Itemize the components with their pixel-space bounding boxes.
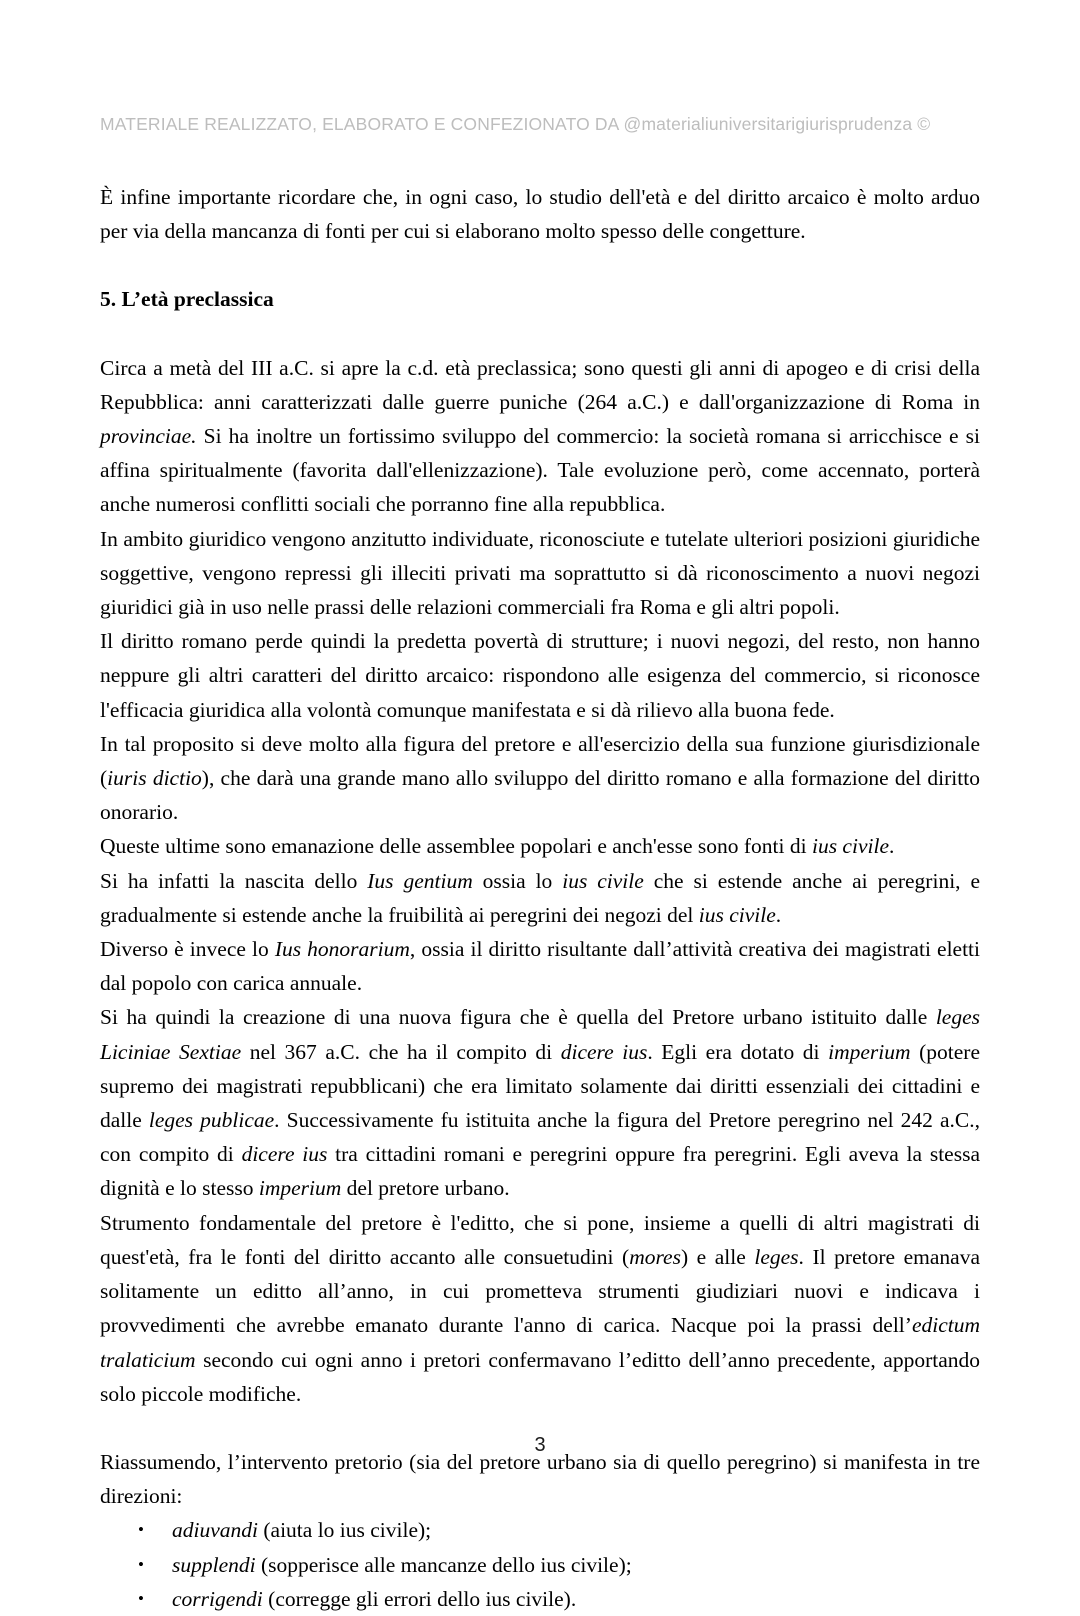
term-ius-honorarium: Ius honorarium	[274, 937, 410, 962]
paragraph-10-text: Riassumendo, l’intervento pretorio (sia del pretore urbano sia di quello peregrino) si manifesta in tre direzioni:	[100, 1449, 980, 1509]
list-item	[100, 1513, 980, 1547]
bullet-list	[100, 1513, 980, 1616]
term-dicere-ius: dicere ius	[560, 1039, 648, 1064]
paragraph-6-part-c: che si estende anche ai peregrini, e gradualmente si estende anche la fruibilità ai peregrini dei negozi del	[100, 868, 980, 927]
paragraph-8-part-b: nel 367 a.C. che ha il compito di	[241, 1039, 561, 1064]
term-imperium: imperium	[828, 1039, 911, 1064]
paragraph-2-text: In ambito giuridico vengono anzitutto individuate, riconosciute e tutelate ulteriori posizioni giuridiche soggettive, vengono repressi gli illeciti privati ma soprattutto si dà riconoscimento a nuovi negozi giuridici già in uso nelle prassi delle relazioni commerciali fra Roma e gli altri popoli.	[100, 526, 980, 620]
paragraph-5	[100, 829, 980, 863]
paragraph-9-part-d: secondo cui ogni anno i pretori confermavano l’editto dell’anno precedente, apportando solo piccole modifiche.	[100, 1347, 980, 1406]
paragraph-6-part-d: .	[775, 902, 782, 927]
paragraph-intro-text: È infine importante ricordare che, in ogni caso, lo studio dell'età e del diritto arcaico è molto arduo per via della mancanza di fonti per cui si elaborano molto spesso delle congetture.	[100, 185, 980, 244]
term-iuris-dictio: iuris dictio	[107, 766, 202, 791]
spacer	[100, 317, 980, 351]
bullet-icon: •	[138, 1554, 144, 1574]
paragraph-1-part-b: Si ha inoltre un fortissimo sviluppo del commercio: la società romana si arricchisce e si affina spiritualmente (favorita dall'ellenizzazione). Tale evoluzione però, come accennato, porterà anche numerosi conflitti sociali che porranno fine alla repubblica.	[100, 424, 980, 517]
bullet-icon: •	[138, 1588, 144, 1608]
paragraph-7-part-b: , ossia il diritto risultante dall’attività creativa dei magistrati eletti dal popolo con carica annuale.	[100, 937, 980, 996]
page-content	[100, 180, 980, 1616]
page-number: 3	[534, 1434, 546, 1456]
paragraph-9-part-a: Strumento fondamentale del pretore è l'editto, che si pone, insieme a quelli di altri magistrati di quest'età, fra le fonti del diritto accanto alle consuetudini (	[100, 1210, 980, 1269]
paragraph-8	[100, 1000, 980, 1205]
list-item-term: adiuvandi	[172, 1518, 258, 1543]
paragraph-9-part-c: . Il pretore emanava solitamente un editto all’anno, in cui prometteva strumenti giudiziari nuovi e indicava i provvedimenti che avrebbe emanato durante l'anno di carica. Nacque poi la prassi dell’	[100, 1244, 980, 1338]
term-imperium: imperium	[258, 1176, 342, 1201]
list-item	[100, 1582, 980, 1616]
paragraph-5-part-a: Queste ultime sono emanazione delle assemblee popolari e anch'esse sono fonti di	[100, 834, 812, 859]
bullet-icon: •	[138, 1520, 144, 1540]
paragraph-1-part-a: Circa a metà del III a.C. si apre la c.d. età preclassica; sono questi gli anni di apogeo e di crisi della Repubblica: anni caratterizzati dalle guerre puniche (264 a.C.) e dall'organizzazione di Roma in	[100, 355, 980, 414]
list-item-text: (aiuta lo ius civile);	[258, 1518, 432, 1543]
term-leges: leges	[754, 1244, 799, 1269]
paragraph-3-text: Il diritto romano perde quindi la predetta povertà di strutture; i nuovi negozi, del resto, non hanno neppure gli altri caratteri del diritto arcaico: rispondono alle esigenza del commercio, si riconosce l'efficacia giuridica alla volontà comunque manifestata e si dà rilievo alla buona fede.	[100, 629, 980, 722]
paragraph-4-part-a: In tal proposito si deve molto alla figura del pretore e all'esercizio della sua funzione giurisdizionale (	[100, 731, 980, 791]
paragraph-6-part-a: Si ha infatti la nascita dello	[100, 868, 368, 893]
term-ius-civile: ius civile	[811, 834, 889, 859]
term-edictum-tralaticium: edictum tralaticium	[100, 1313, 980, 1372]
term-dicere-ius: dicere ius	[241, 1142, 328, 1167]
term-ius-gentium: Ius gentium	[367, 868, 473, 893]
paragraph-9	[100, 1206, 980, 1411]
list-item-text: (corregge gli errori dello ius civile).	[262, 1586, 577, 1611]
paragraph-intro	[100, 180, 980, 248]
term-provinciae: provinciae.	[100, 424, 197, 449]
watermark-text: MATERIALE REALIZZATO, ELABORATO E CONFEZIONATO DA @materialiuniversitarigiurisprudenza ©	[100, 114, 931, 134]
list-item-text: (sopperisce alle mancanze dello ius civile);	[255, 1552, 632, 1577]
paragraph-3	[100, 624, 980, 727]
term-mores: mores	[629, 1244, 681, 1269]
paragraph-8-part-g: del pretore urbano.	[341, 1176, 510, 1201]
term-leges-liciniae-sextiae: leges Liciniae Sextiae	[100, 1005, 980, 1064]
paragraph-8-part-c: . Egli era dotato di	[647, 1039, 829, 1064]
paragraph-7-part-a: Diverso è invece lo	[100, 937, 275, 962]
term-ius-civile: ius civile	[698, 902, 776, 927]
list-item-term: supplendi	[172, 1552, 256, 1577]
paragraph-7	[100, 932, 980, 1000]
paragraph-6	[100, 864, 980, 932]
spacer	[100, 248, 980, 282]
paragraph-2	[100, 522, 980, 625]
section-heading: 5. L’età preclassica	[100, 287, 274, 312]
paragraph-4	[100, 727, 980, 830]
paragraph-5-part-b: .	[888, 834, 895, 859]
paragraph-4-part-b: ), che darà una grande mano allo sviluppo del diritto romano e alla formazione del diritto onorario.	[100, 766, 980, 825]
list-item-term: corrigendi	[172, 1586, 263, 1611]
paragraph-8-part-f: tra cittadini romani e peregrini oppure fra peregrini. Egli aveva la stessa dignità e lo stesso	[100, 1142, 980, 1201]
term-leges-publicae: leges publicae	[148, 1108, 275, 1133]
paragraph-8-part-d: (potere supremo dei magistrati repubblicani) che era limitato solamente dai diritti essenziali dei cittadini e dalle	[100, 1039, 980, 1133]
paragraph-8-part-e: . Successivamente fu istituita anche la figura del Pretore peregrino nel 242 a.C., con compito di	[100, 1108, 980, 1167]
paragraph-9-part-b: ) e alle	[680, 1244, 755, 1269]
term-ius-civile: ius civile	[562, 868, 644, 893]
paragraph-1	[100, 351, 980, 522]
list-item	[100, 1548, 980, 1582]
paragraph-8-part-a: Si ha quindi la creazione di una nuova figura che è quella del Pretore urbano istituito dalle	[100, 1005, 936, 1030]
paragraph-6-part-b: ossia lo	[472, 868, 563, 893]
